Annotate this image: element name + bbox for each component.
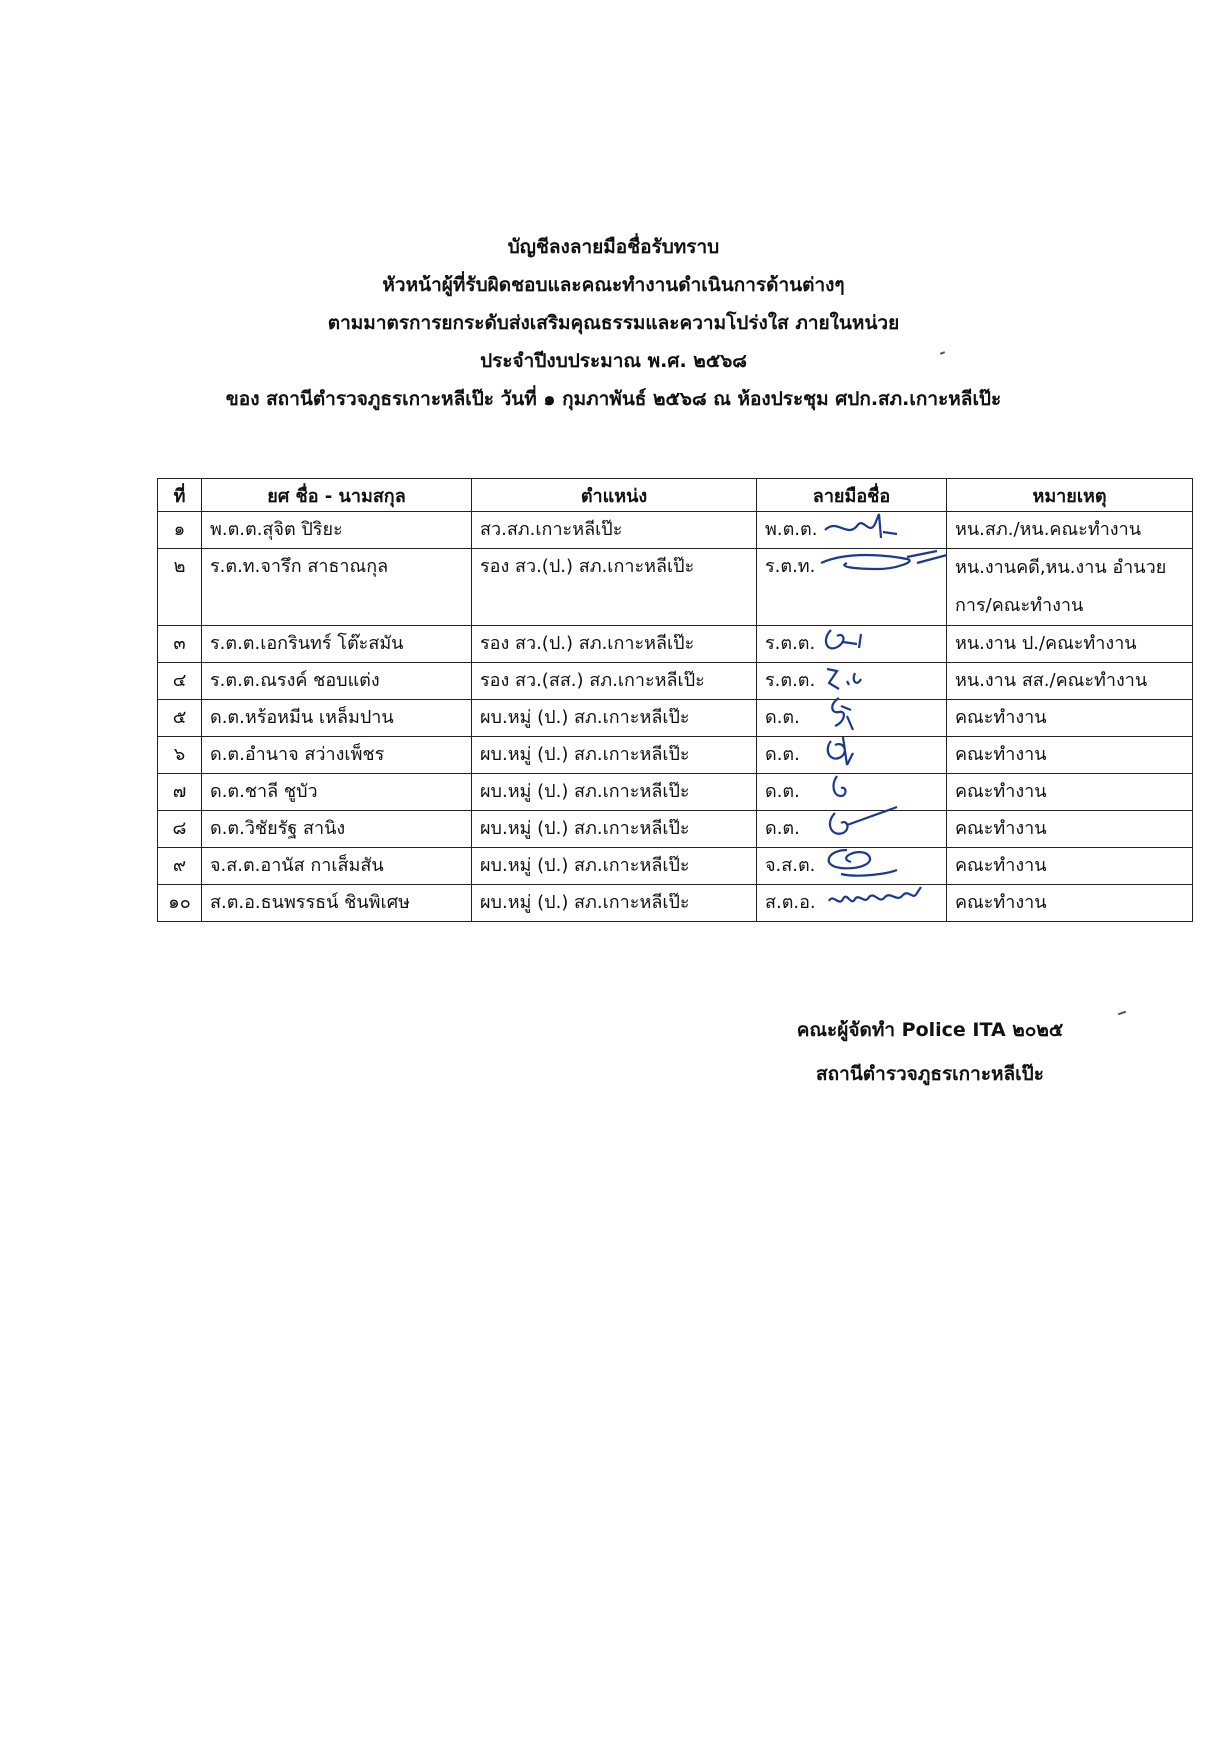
table-row	[158, 700, 1193, 737]
header-line-4: ประจำปีงบประมาณ พ.ศ. ๒๕๖๘	[480, 350, 747, 372]
rank-name: ด.ต.หร้อหมีน เหล็มปาน	[202, 700, 472, 737]
table-row	[158, 626, 1193, 663]
document-footer	[700, 1008, 1160, 1096]
position: ผบ.หมู่ (ป.) สภ.เกาะหลีเป๊ะ	[472, 848, 757, 885]
signature-rank-prefix: พ.ต.ต.	[765, 519, 818, 540]
position: สว.สภ.เกาะหลีเป๊ะ	[472, 512, 757, 549]
header-line-3: ตามมาตรการยกระดับส่งเสริมคุณธรรมและความโปร่งใส ภายในหน่วย	[327, 312, 900, 334]
rank-name: ด.ต.วิชัยรัฐ สานิง	[202, 811, 472, 848]
row-number: ๕	[158, 700, 202, 737]
column-header-note: หมายเหตุ	[947, 479, 1193, 512]
signature-rank-prefix: ด.ต.	[765, 744, 800, 765]
column-header-position: ตำแหน่ง	[472, 479, 757, 512]
note: คณะทำงาน	[947, 811, 1193, 848]
table-row	[158, 885, 1193, 922]
signature-cell	[757, 737, 947, 774]
rank-name: จ.ส.ต.อานัส กาเส็มสัน	[202, 848, 472, 885]
handwritten-signature	[817, 508, 937, 548]
note: คณะทำงาน	[947, 700, 1193, 737]
signature-cell	[757, 663, 947, 700]
rank-name: ร.ต.ท.จารึก สาธาณกุล	[202, 549, 472, 626]
handwritten-signature	[825, 881, 955, 921]
handwritten-signature	[817, 733, 917, 773]
signature-rank-prefix: ด.ต.	[765, 781, 800, 802]
handwritten-signature	[817, 696, 917, 736]
table-row	[158, 737, 1193, 774]
position: ผบ.หมู่ (ป.) สภ.เกาะหลีเป๊ะ	[472, 885, 757, 922]
footer-line-2: สถานีตำรวจภูธรเกาะหลีเป๊ะ	[816, 1063, 1044, 1085]
signature-rank-prefix: จ.ส.ต.	[765, 855, 816, 876]
signature-cell	[757, 700, 947, 737]
table-row	[158, 663, 1193, 700]
position: ผบ.หมู่ (ป.) สภ.เกาะหลีเป๊ะ	[472, 774, 757, 811]
note: หน.งานคดี,หน.งาน อำนวยการ/คณะทำงาน	[947, 549, 1193, 626]
table-header-row	[158, 479, 1193, 512]
note: คณะทำงาน	[947, 885, 1193, 922]
signature-cell	[757, 626, 947, 663]
footer-line-1: คณะผู้จัดทำ Police ITA ๒๐๒๕	[796, 1019, 1064, 1041]
position: ผบ.หมู่ (ป.) สภ.เกาะหลีเป๊ะ	[472, 811, 757, 848]
document-header	[0, 228, 1227, 418]
rank-name: ส.ต.อ.ธนพรรธน์ ชินพิเศษ	[202, 885, 472, 922]
rank-name: ร.ต.ต.ณรงค์ ชอบแต่ง	[202, 663, 472, 700]
handwritten-signature	[817, 622, 917, 662]
signature-rank-prefix: ร.ต.ท.	[765, 556, 816, 577]
rank-name: ด.ต.อำนาจ สว่างเพ็ชร	[202, 737, 472, 774]
note: หน.สภ./หน.คณะทำงาน	[947, 512, 1193, 549]
position: ผบ.หมู่ (ป.) สภ.เกาะหลีเป๊ะ	[472, 737, 757, 774]
row-number: ๘	[158, 811, 202, 848]
handwritten-signature	[817, 770, 917, 810]
signature-cell	[757, 774, 947, 811]
signature-table	[157, 478, 1193, 922]
position: ผบ.หมู่ (ป.) สภ.เกาะหลีเป๊ะ	[472, 700, 757, 737]
signature-cell	[757, 549, 947, 626]
table-row	[158, 774, 1193, 811]
header-line-2: หัวหน้าผู้ที่รับผิดชอบและคณะทำงานดำเนินการด้านต่างๆ	[382, 274, 845, 296]
handwritten-signature	[817, 545, 957, 585]
signature-cell	[757, 885, 947, 922]
signature-cell	[757, 512, 947, 549]
column-header-name: ยศ ชื่อ - นามสกุล	[202, 479, 472, 512]
note: หน.งาน ป./คณะทำงาน	[947, 626, 1193, 663]
row-number: ๑	[158, 512, 202, 549]
table-row	[158, 512, 1193, 549]
header-line-1: บัญชีลงลายมือชื่อรับทราบ	[507, 236, 720, 258]
column-header-no: ที่	[158, 479, 202, 512]
handwritten-signature	[817, 844, 937, 884]
row-number: ๓	[158, 626, 202, 663]
header-line-5: ของ สถานีตำรวจภูธรเกาะหลีเป๊ะ วันที่ ๑ กุมภาพันธ์ ๒๕๖๘ ณ ห้องประชุม ศปก.สภ.เกาะหลีเป๊ะ	[225, 388, 1002, 410]
position: รอง สว.(ป.) สภ.เกาะหลีเป๊ะ	[472, 626, 757, 663]
table-row	[158, 811, 1193, 848]
rank-name: พ.ต.ต.สุจิต ปิริยะ	[202, 512, 472, 549]
signature-rank-prefix: ส.ต.อ.	[765, 892, 816, 913]
signature-rank-prefix: ร.ต.ต.	[765, 633, 816, 654]
signature-cell	[757, 848, 947, 885]
signature-cell	[757, 811, 947, 848]
rank-name: ร.ต.ต.เอกรินทร์ โต๊ะสมัน	[202, 626, 472, 663]
signature-rank-prefix: ด.ต.	[765, 707, 800, 728]
row-number: ๒	[158, 549, 202, 626]
row-number: ๑๐	[158, 885, 202, 922]
handwritten-signature	[817, 659, 917, 699]
note: คณะทำงาน	[947, 774, 1193, 811]
rank-name: ด.ต.ชาลี ชูบัว	[202, 774, 472, 811]
handwritten-signature	[817, 807, 937, 847]
position: รอง สว.(สส.) สภ.เกาะหลีเป๊ะ	[472, 663, 757, 700]
column-header-signature: ลายมือชื่อ	[757, 479, 947, 512]
row-number: ๖	[158, 737, 202, 774]
note: คณะทำงาน	[947, 848, 1193, 885]
signature-rank-prefix: ร.ต.ต.	[765, 670, 816, 691]
note: คณะทำงาน	[947, 737, 1193, 774]
signature-rank-prefix: ด.ต.	[765, 818, 800, 839]
position: รอง สว.(ป.) สภ.เกาะหลีเป๊ะ	[472, 549, 757, 626]
row-number: ๙	[158, 848, 202, 885]
row-number: ๔	[158, 663, 202, 700]
row-number: ๗	[158, 774, 202, 811]
note: หน.งาน สส./คณะทำงาน	[947, 663, 1193, 700]
table-row	[158, 549, 1193, 626]
table-row	[158, 848, 1193, 885]
